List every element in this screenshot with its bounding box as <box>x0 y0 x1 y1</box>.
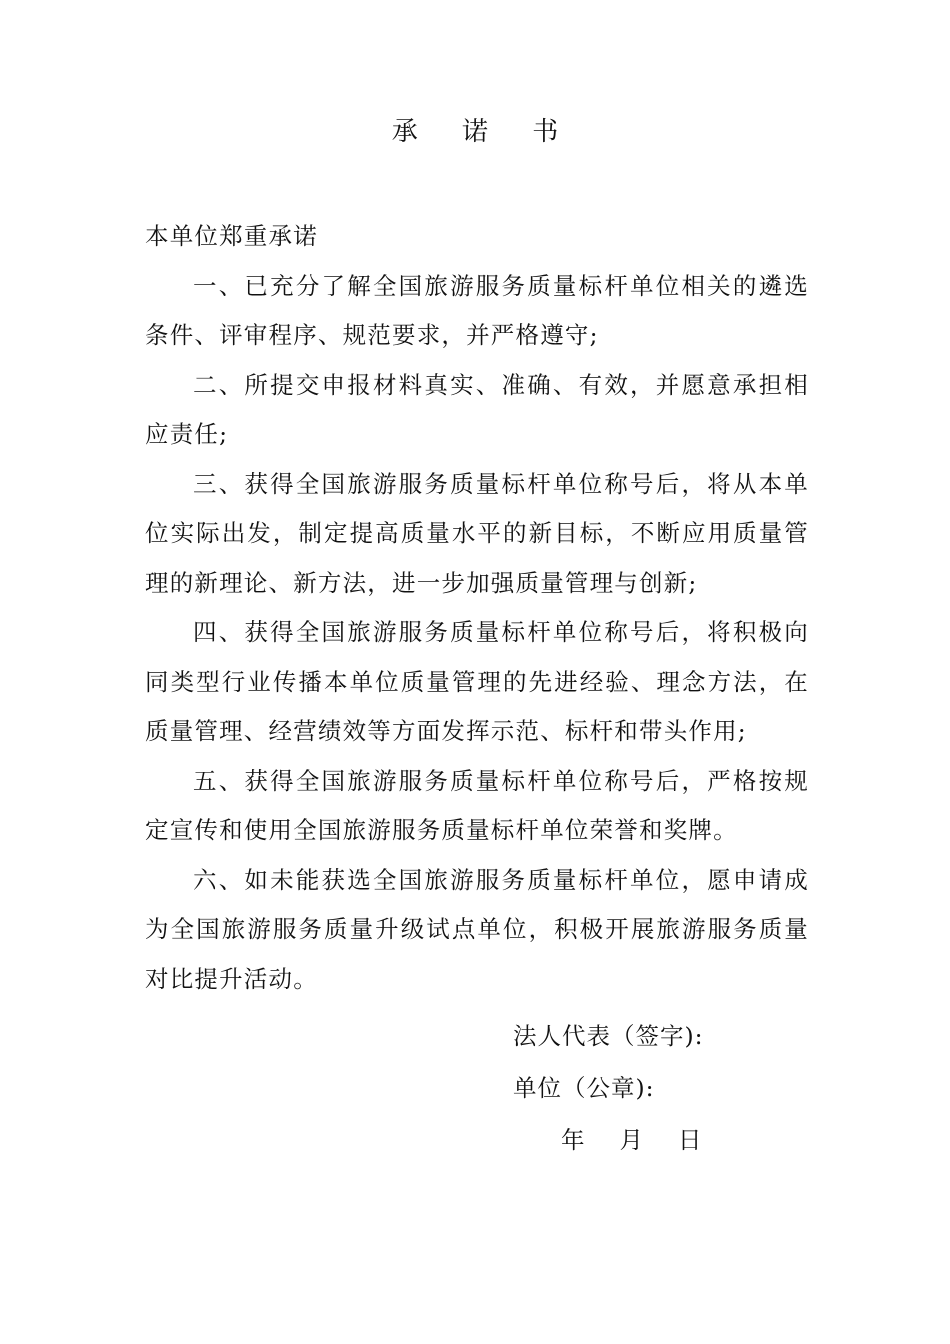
clause-5: 五、获得全国旅游服务质量标杆单位称号后，严格按规定宣传和使用全国旅游服务质量标杆单位荣誉和奖牌。 <box>145 766 809 844</box>
clause-4: 四、获得全国旅游服务质量标杆单位称号后，将积极向同类型行业传播本单位质量管理的先进经验、理念方法，在质量管理、经营绩效等方面发挥示范、标杆和带头作用; <box>145 618 809 745</box>
legal-rep-signature-label: 法人代表（签字): <box>513 1022 704 1050</box>
document-body <box>145 212 809 1004</box>
day-label: 日 <box>678 1126 703 1154</box>
year-label: 年 <box>561 1126 586 1154</box>
unit-seal-label: 单位（公章): <box>513 1074 655 1102</box>
clause-2: 二、所提交申报材料真实、准确、有效，并愿意承担相应责任; <box>145 370 809 448</box>
signature-block <box>513 1010 704 1166</box>
document-title: 承 诺 书 <box>391 117 577 147</box>
clause-3: 三、获得全国旅游服务质量标杆单位称号后，将从本单位实际出发，制定提高质量水平的新目标，不断应用质量管理的新理论、新方法，进一步加强质量管理与创新; <box>145 469 809 597</box>
date-line <box>513 1114 704 1166</box>
opening-statement: 本单位郑重承诺 <box>145 222 318 250</box>
clause-1: 一、已充分了解全国旅游服务质量标杆单位相关的遴选条件、评审程序、规范要求，并严格遵守; <box>145 271 809 349</box>
month-label: 月 <box>619 1126 644 1154</box>
clause-6: 六、如未能获选全国旅游服务质量标杆单位，愿申请成为全国旅游服务质量升级试点单位，积极开展旅游服务质量对比提升活动。 <box>145 865 809 993</box>
